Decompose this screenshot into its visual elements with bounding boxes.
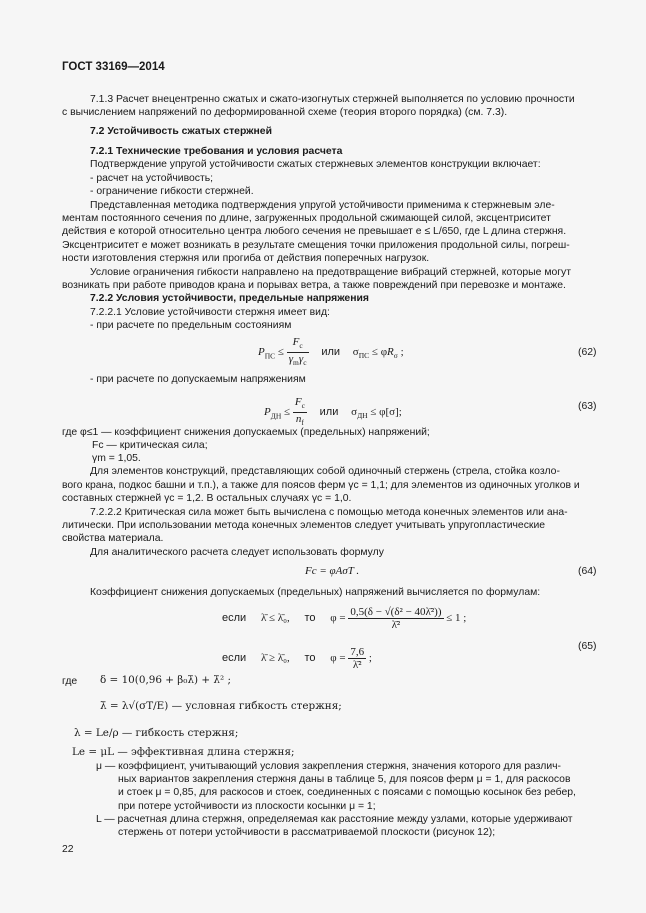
defs-where: где [62,676,78,687]
def-mu-line3: и стоек μ = 0,85, для раскосов и стоек, соединенных с поясами с помощью косынок без ребер, [118,787,576,798]
bullet-allowable: - при расчете по допускаемым напряжениям [90,374,306,385]
eq65-num2: 7,6 [350,646,365,658]
eq65-phi1: φ = [330,612,346,625]
para-method-line2: ментам постоянного сечения по длине, загруженных продольной сжимающей силой, эксцентриситет [62,213,551,224]
bullet-flexibility: - ограничение гибкости стержней. [90,186,254,197]
page-number: 22 [62,844,74,855]
para-method-line3: действия e которой относительно центра любого сечения не превышает e ≤ L/650, где L длина стержня. [62,226,567,237]
eq65-then1: то [304,612,316,625]
eq65-phi2: φ = [330,652,346,665]
intro-721: Подтверждение упругой устойчивости сжатых стержневых элементов конструкции включает: [90,159,541,170]
eq65-num1: 0,5(δ − √(δ² − 40λ̄²)) [350,606,442,618]
para-single-line2: вого крана, подкос башни и т.п.), а также для поясов ферм γc = 1,1; для элементов из одиночных уголков и [62,480,580,491]
para-flex-line1: Условие ограничения гибкости направлено на предотвращение вибраций стержней, которые могут [90,267,571,278]
where-phi: где φ≤1 — коэффициент снижения допускаемых (предельных) напряжений; [62,427,430,438]
eq63-or: или [319,406,339,419]
where-gamma-m: γm = 1,05. [92,453,141,464]
eq65-then2: то [304,652,316,665]
para-7222-line3: свойства материала. [62,533,164,544]
para-method-line5: ности изготовления стержня или прогиба от действия поперечных нагрузок. [62,253,430,264]
equation-63: $P_{ДН}$ ≤ $\frac{F_c}{n_f}$ или $\sigma_{ДН} \le \varphi[\sigma]$; [264,396,402,428]
para-7221: 7.2.2.1 Условие устойчивости стержня имеет вид: [90,307,330,318]
para-713-line1: 7.1.3 Расчет внецентренно сжатых и сжато-изогнутых стержней выполняется по условию прочности [90,94,575,105]
bullet-stability: - расчет на устойчивость; [90,173,214,184]
para-713-line2: с вычислением напряжений по деформированной схеме (теория второго порядка) (см. 7.3). [62,107,508,118]
eq64-number: (64) [578,566,597,577]
def-mu-line1: μ — коэффициент, учитывающий условия закрепления стержня, значения которого для различ- [96,761,562,772]
para-single-line3: составных стержней γc = 1,2. В остальных случаях γc = 1,0. [62,493,352,504]
equation-65-line1 [222,606,466,631]
def-L-line1: L — расчетная длина стержня, определяемая как расстояние между узлами, которые удерживают [96,814,573,825]
para-coef: Коэффициент снижения допускаемых (предельных) напряжений вычисляется по формулам: [90,587,541,598]
eq63-number: (63) [578,401,597,412]
def-L-line2: стержень от потери устойчивости в рассматриваемой плоскости (рисунок 12); [118,827,496,838]
eq65-cond2: λ̄ ≥ λ̄₀, [260,652,290,665]
para-7222-line1: 7.2.2.2 Критическая сила может быть вычислена с помощью метода конечных элементов или ана- [90,507,568,518]
def-mu-line2: ных вариантов закрепления стержня даны в таблице 5, для поясов ферм μ = 1, для раскосов [118,774,571,785]
eq65-tail1: ≤ 1 ; [446,612,467,625]
eq62-lhs-sub: ПС [264,351,276,361]
eq65-if1: если [222,612,247,625]
equation-64: Fc = φAσT . [305,565,360,577]
section-heading-72: 7.2 Устойчивость сжатых стержней [90,126,272,137]
para-analytic: Для аналитического расчета следует использовать формулу [90,547,384,558]
para-method-line4: Эксцентриситет e может возникать в результате смещения точки приложения продольной силы, погреш- [62,240,570,251]
eq65-if2: если [222,652,247,665]
def-lambda: λ = Le/ρ — гибкость стержня; [74,727,239,739]
para-single-line1: Для элементов конструкций, представляющих собой одиночный стержень (стрела, стойка козло- [90,466,560,477]
para-7222-line2: литически. При использовании метода конечных элементов следует учитывать упругопластические [62,520,546,531]
section-heading-722: 7.2.2 Условия устойчивости, предельные напряжения [90,293,369,304]
def-delta: δ = 10(0,96 + β₀λ̄) + λ̄² ; [100,674,231,686]
where-fc: Fc — критическая сила; [92,440,208,451]
eq65-den1: λ̄² [391,619,401,631]
def-le: Le = μL — эффективная длина стержня; [72,746,295,758]
doc-header: ГОСТ 33169—2014 [62,61,165,73]
bullet-limit-states: - при расчете по предельным состояниям [90,320,292,331]
para-method-line1: Представленная методика подтверждения упругой устойчивости применима к стержневым эле- [90,200,555,211]
eq62-or: или [321,346,341,359]
section-heading-721: 7.2.1 Технические требования и условия расчета [90,146,343,157]
eq65-den2: λ̄² [352,659,362,671]
para-flex-line2: возникать при работе приводов крана и порывах ветра, а также повреждений при перевозке и монтаже. [62,280,566,291]
def-mu-line4: при потере устойчивости из плоскости косынки μ = 1; [118,801,376,812]
eq65-cond1: λ̄ ≤ λ̄₀, [260,612,290,625]
equation-62: $P_{ПС}$ ≤ $\frac{F_c}{\gamma_m\gamma_c}$ или $\sigma_{ПС} \le \varphi R_\sigma$ ; [258,336,404,368]
eq62-number: (62) [578,347,597,358]
eq65-tail2: ; [368,652,372,665]
equation-65-line2 [222,646,372,671]
def-lambda-bar: λ̄ = λ√(σT/E) — условная гибкость стержня; [100,700,342,712]
eq65-number: (65) [578,641,597,652]
